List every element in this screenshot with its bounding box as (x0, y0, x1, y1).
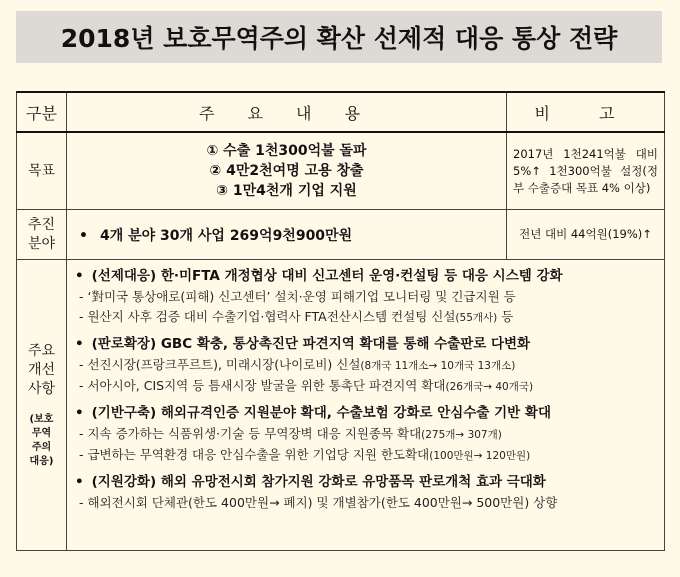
title-banner (16, 11, 662, 63)
bullet-icon: • (75, 268, 84, 284)
improve-label-line3: 사항 (27, 380, 56, 397)
section-sub-item (75, 493, 658, 513)
section-support (75, 472, 658, 513)
improve-label-line2: 개선 (27, 361, 56, 378)
section-sub-item (75, 355, 658, 376)
sub-item-text: - 서아시아, CIS지역 등 틈새시장 발굴을 위한 통촉단 파견지역 확대 (79, 378, 446, 393)
improve-sublabel-2: 무역 (31, 427, 52, 439)
page-title: 2018년 보호무역주의 확산 선제적 대응 통상 전략 (60, 24, 618, 53)
area-label (17, 210, 67, 260)
header-category: 구분 (17, 92, 67, 132)
section-title-text: (기반구축) 해외규격인증 지원분야 확대, 수출보험 강화로 안심수출 기반 확대 (91, 405, 551, 421)
goal-item-1: ① 수출 1천300억불 돌파 (206, 143, 367, 159)
section-title-text: (지원강화) 해외 유망전시회 참가지원 강화로 유망품목 판로개척 효과 극대화 (91, 474, 546, 490)
sub-item-text: - 선진시장(프랑크푸르트), 미래시장(나이로비) 신설 (79, 357, 361, 372)
bullet-icon: • (75, 336, 84, 352)
goal-remark: 2017년 1천241억불 대비 5%↑ 1천300억불 설정(정부 수출증대 목표 4% 이상) (507, 132, 665, 210)
sub-item-text: - 지속 증가하는 식품위생·기술 등 무역장벽 대응 지원종목 확대 (79, 426, 422, 441)
sub-item-text: - 급변하는 무역환경 대응 안심수출을 위한 기업당 지원 한도확대 (79, 447, 430, 462)
bullet-icon: • (75, 474, 84, 490)
sub-item-text: - 해외전시회 단체관(한도 400만원→ 폐지) 및 개별참가(한도 400만원→ 500만원) 상향 (79, 495, 558, 510)
area-row (17, 210, 665, 260)
section-infrastructure (75, 403, 658, 466)
improve-row (17, 260, 665, 551)
improve-sublabel-3: 주의 (31, 441, 52, 453)
goal-content (67, 132, 507, 210)
improve-label (17, 260, 67, 551)
goal-row (17, 132, 665, 210)
goal-item-2: ② 4만2천여명 고용 창출 (209, 163, 364, 179)
area-content (67, 210, 507, 260)
sub-item-tail: 등 (497, 309, 514, 324)
sub-item-detail: (26개국→ 40개국) (445, 381, 534, 393)
improve-content (67, 260, 665, 551)
improve-sublabel (17, 413, 66, 469)
section-sub-item (75, 445, 658, 466)
sub-item-detail: (275개→ 307개) (421, 429, 502, 441)
area-label-line2: 분야 (27, 235, 56, 252)
goal-label: 목표 (17, 132, 67, 210)
section-sub-item (75, 376, 658, 397)
section-preemptive (75, 266, 658, 328)
section-sub-item (75, 307, 658, 328)
sub-item-detail: (100만원→ 120만원) (429, 450, 531, 462)
section-sub-item (75, 287, 658, 307)
section-title-text: (판로확장) GBC 확충, 통상촉진단 파견지역 확대를 통해 수출판로 다변화 (91, 336, 531, 352)
improve-sublabel-1: (보호 (29, 413, 54, 425)
strategy-table (16, 91, 665, 551)
header-content: 주 요 내 용 (67, 92, 507, 132)
table-header-row (17, 92, 665, 132)
improve-sublabel-4: 대응) (29, 455, 54, 467)
area-label-line1: 추진 (27, 216, 56, 233)
goal-item-3: ③ 1만4천개 기업 지원 (216, 183, 357, 199)
sub-item-detail: (55개사) (455, 312, 498, 324)
header-remarks: 비 고 (507, 92, 665, 132)
area-remark: 전년 대비 44억원(19%)↑ (507, 210, 665, 260)
section-title (75, 472, 658, 493)
area-text: 4개 분야 30개 사업 269억9천900만원 (99, 227, 353, 244)
improve-label-line1: 주요 (27, 342, 56, 359)
section-title-text: (선제대응) 한·미FTA 개정협상 대비 신고센터 운영·컨설팅 등 대응 시스템 강화 (91, 268, 563, 284)
bullet-icon: • (79, 227, 88, 244)
section-title (75, 403, 658, 424)
sub-item-text: - 원산지 사후 검증 대비 수출기업·협력사 FTA전산시스템 컨설팅 신설 (79, 309, 456, 324)
section-title (75, 334, 658, 355)
section-sub-item (75, 424, 658, 445)
section-title (75, 266, 658, 287)
bullet-icon: • (75, 405, 84, 421)
sub-item-text: - ‘對미국 통상애로(피해) 신고센터’ 설치·운영 피해기업 모니터링 및 긴급지원 등 (79, 289, 516, 304)
sub-item-detail: (8개국 11개소→ 10개국 13개소) (360, 360, 516, 372)
section-market-expansion (75, 334, 658, 397)
